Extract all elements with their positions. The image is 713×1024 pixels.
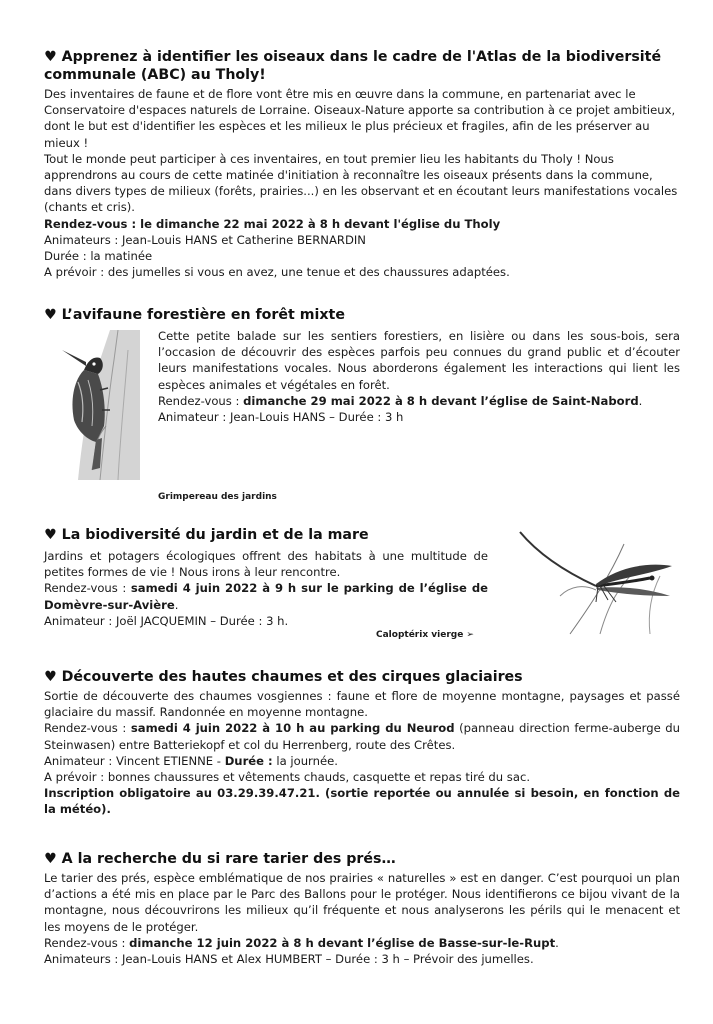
duree-label: Durée :: [224, 753, 273, 768]
paragraph-intro: Cette petite balade sur les sentiers forestiers, en lisière ou dans les sous-bois, sera l’occasion de découvrir des espèces parfois peu connues du grand public et d’écouter leurs manifestations vocales. Nous aborderons également les interactions qui lient les espèces animales et végétales en forêt.: [158, 329, 680, 392]
damselfly-illustration: [500, 526, 680, 636]
section-tarier-des-pres: [44, 850, 680, 967]
image-caption: Grimpereau des jardins: [158, 492, 277, 502]
paragraph-intro: Sortie de découverte des chaumes vosgiennes : faune et flore de moyenne montagne, paysages et passé glaciaire du massif. Randonnée en moyenne montagne.: [44, 689, 680, 720]
rendezvous-value: dimanche 12 juin 2022 à 8 h devant l’église de Basse-sur-le-Rupt: [129, 935, 556, 950]
inscription-line: [44, 785, 680, 817]
rendezvous-text: Rendez-vous : le dimanche 22 mai 2022 à 8 h devant l'église du Tholy: [44, 216, 501, 231]
duree-value: la journée.: [272, 753, 338, 768]
rendezvous-line: [44, 935, 680, 951]
rendezvous-value: dimanche 29 mai 2022 à 8 h devant l’église de Saint-Nabord: [243, 393, 639, 408]
rendezvous-label: Rendez-vous :: [44, 935, 130, 950]
section-title: ♥ Découverte des hautes chaumes et des cirques glaciaires: [44, 669, 523, 685]
section-hautes-chaumes: [44, 668, 680, 818]
rendezvous-line: [44, 580, 488, 612]
duree-line: Durée : la matinée: [44, 249, 153, 264]
rendezvous-end: .: [174, 597, 179, 612]
rendezvous-label: Rendez-vous :: [44, 721, 131, 736]
prevoir-line: A prévoir : des jumelles si vous en avez, une tenue et des chaussures adaptées.: [44, 265, 510, 280]
rendezvous-label: Rendez-vous :: [44, 581, 131, 596]
paragraph-intro: Des inventaires de faune et de flore vont être mis en œuvre dans la commune, en partenariat avec le Conservatoire d'espaces naturels de Lorraine. Oiseaux-Nature apporte sa contribution à ce projet ambitieux, dont le but est d'identifier les espèces et les milieux le plus précieux et fragiles, afin de les préserver au mieux !: [44, 87, 676, 150]
rendezvous-line: [158, 393, 680, 409]
section-title: ♥ L’avifaune forestière en forêt mixte: [44, 307, 345, 323]
rendezvous-value: samedi 4 juin 2022 à 10 h au parking du Neurod: [130, 721, 455, 736]
animateur-line: [44, 753, 680, 769]
rendezvous-end: .: [638, 393, 643, 408]
section-title: ♥ A la recherche du si rare tarier des prés…: [44, 851, 396, 867]
paragraph-intro: Jardins et potagers écologiques offrent des habitats à une multitude de petites formes de vie ! Nous irons à leur rencontre.: [44, 549, 488, 580]
rendezvous-line: [44, 216, 680, 232]
section-body: [158, 328, 680, 425]
section-body: [44, 548, 488, 629]
paragraph-detail: Tout le monde peut participer à ces inventaires, en tout premier lieu les habitants du Tholy ! Nous apprendrons au cours de cette matinée d'initiation à reconnaître les oiseaux présents dans la commune, dans divers types de milieux (forêts, prairies...) en les observant et en écoutant leurs manifestations vocales (chants et cris).: [44, 151, 678, 215]
rendezvous-value: samedi 4 juin 2022 à 9 h sur le parking de l’église de Domèvre-sur-Avière: [44, 581, 488, 612]
section-title: ♥ Apprenez à identifier les oiseaux dans le cadre de l'Atlas de la biodiversité communale (ABC) au Tholy!: [44, 49, 662, 83]
paragraph-intro: Le tarier des prés, espèce emblématique de nos prairies « naturelles » est en danger. C’est pourquoi un plan d’actions a été mis en place par le Parc des Ballons pour le protéger. Nous identifierons ce bijou vivant de la montagne, nous découvrirons les milieux qu’il fréquente et nous analyserons les périls qui le menacent et les moyens de le protéger.: [44, 871, 680, 934]
treecreeper-illustration: [48, 330, 140, 480]
rendezvous-end: .: [555, 935, 559, 950]
section-avifaune-forestiere: [44, 306, 680, 502]
image-caption: Caloptérix vierge ➢: [376, 630, 474, 640]
inscription-text: Inscription obligatoire au 03.29.39.47.21. (sortie reportée ou annulée si besoin, en fonction de la météo).: [44, 786, 680, 817]
section-biodiversite-jardin: [44, 526, 680, 640]
rendezvous-label: Rendez-vous :: [158, 393, 244, 408]
section-title: ♥ La biodiversité du jardin et de la mare: [44, 527, 369, 543]
section-atlas-biodiversite: [44, 48, 680, 280]
rendezvous-rest: (panneau direction ferme-auberge du Steinwasen) entre Batteriekopf et col du Herrenberg, route des Crêtes.: [44, 721, 680, 752]
animateur-line: Animateur : Joël JACQUEMIN – Durée : 3 h.: [44, 613, 289, 628]
prevoir-line: A prévoir : bonnes chaussures et vêtements chauds, casquette et repas tiré du sac.: [44, 770, 531, 785]
animateurs-line: Animateurs : Jean-Louis HANS et Catherine BERNARDIN: [44, 232, 366, 247]
rendezvous-line: [44, 720, 680, 752]
animateurs-line: Animateurs : Jean-Louis HANS et Alex HUMBERT – Durée : 3 h – Prévoir des jumelles.: [44, 952, 534, 967]
animateur-label: Animateur : Vincent ETIENNE -: [44, 753, 225, 768]
animateur-line: Animateur : Jean-Louis HANS – Durée : 3 h: [158, 410, 404, 425]
